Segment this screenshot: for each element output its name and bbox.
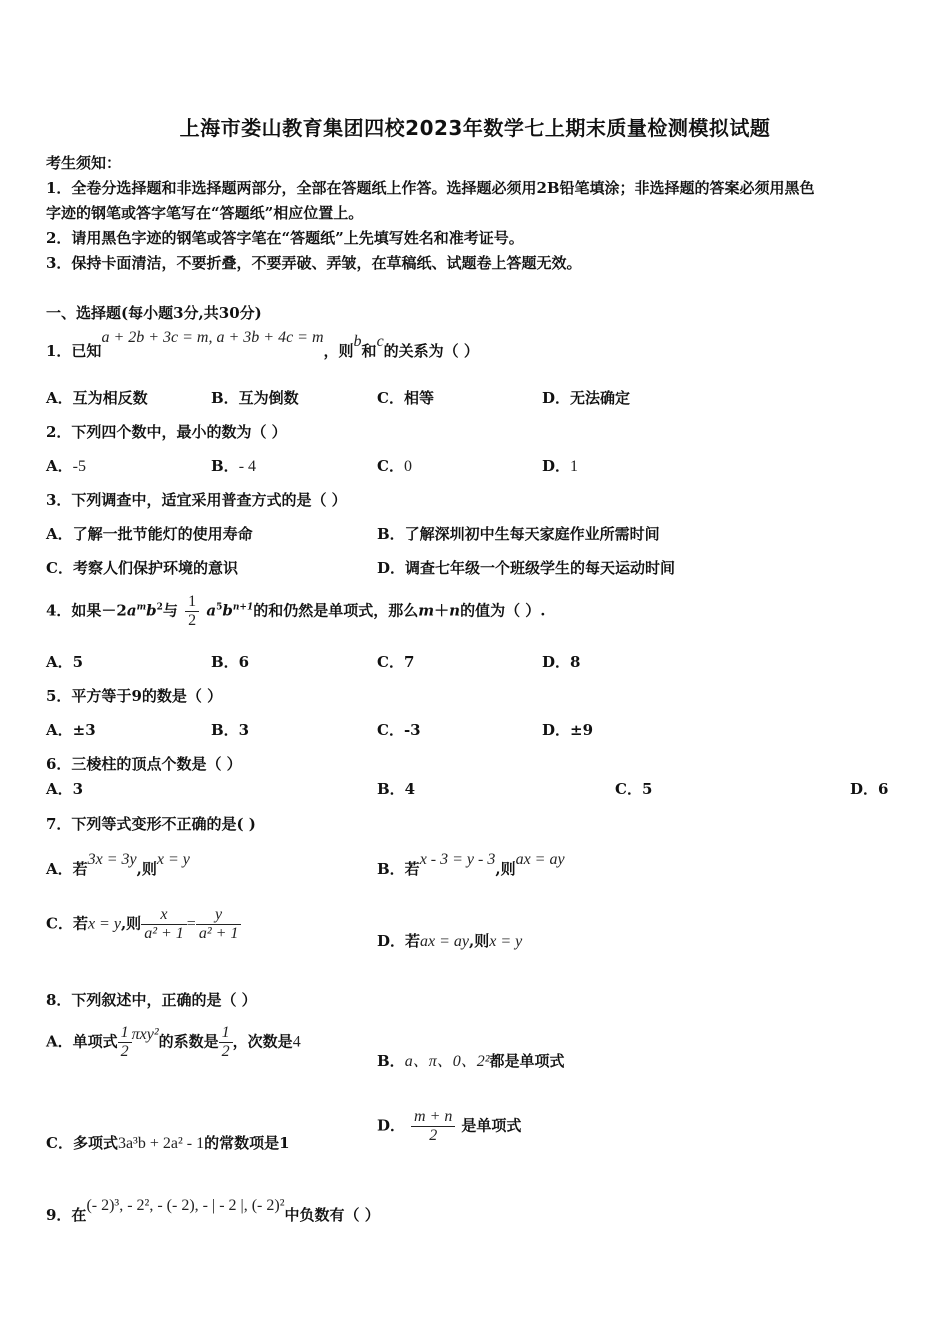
q7-option-a[interactable] [46,851,190,879]
q4-option-d[interactable]: D．8 [542,653,581,671]
q7d-formula: x = y [489,933,523,950]
q2-option-c[interactable] [377,455,412,476]
q4-exp: n+1 [232,602,254,613]
option-value: -5 [72,458,86,475]
q4-fraction: $\frac{1}{2}$ [185,593,199,630]
q7-option-c[interactable] [46,906,241,943]
q9-formula: (- 2)³, - 2², - (- 2), - | - 2 |, (- 2)² [86,1197,285,1214]
q6-option-a[interactable]: A．3 [46,780,84,798]
q4-exp: m [136,602,147,613]
option-label: D．若 [377,932,421,950]
q2-option-b[interactable] [211,455,256,476]
q7a-formula: x = y [156,851,190,868]
option-label: C．多项式 [46,1134,118,1152]
q1-formula: a + 2b + 3c = m, a + 3b + 4c = m [101,329,324,346]
q4-exp: 5 [216,602,223,613]
option-text: 是单项式 [461,1116,522,1135]
q4-var: b [146,601,157,620]
q8-option-a[interactable] [46,1024,301,1061]
option-value: 1 [570,458,579,475]
q3-option-d[interactable]: D．调查七年级一个班级学生的每天运动时间 [377,559,676,577]
option-label: B． [377,1052,405,1070]
question-9-stem [46,1197,380,1225]
question-1-stem [46,329,479,361]
q8-option-d[interactable] [377,1108,521,1145]
q2-option-a[interactable] [46,455,86,476]
q8-option-b[interactable] [377,1048,565,1071]
option-label: C． [377,457,404,475]
question-8-stem: 8．下列叙述中，正确的是（ ） [46,991,257,1009]
question-7-stem: 7．下列等式变形不正确的是( ) [46,815,256,833]
q5-option-a[interactable]: A．±3 [46,721,96,739]
q6-option-c[interactable]: C．5 [615,780,653,798]
q6-option-d[interactable]: D．6 [850,780,889,798]
q7b-formula: ax = ay [515,851,565,868]
q8a-degree: 4 [292,1033,301,1051]
q8a-fraction: $\frac{1}{2}$ [118,1024,132,1061]
q7d-formula: ax = ay [420,933,470,950]
q7a-formula: 3x = 3y [87,851,137,868]
q4-option-a[interactable]: A．5 [46,653,84,671]
q1-option-c[interactable]: C．相等 [377,389,434,407]
q1-var-c: c [376,333,384,350]
q5-option-c[interactable]: C．-3 [377,721,421,739]
option-label: D． [542,457,571,475]
option-text: ,则 [469,932,490,950]
option-text: 都是单项式 [489,1052,565,1070]
q4-var: m [418,601,435,620]
option-value: - 4 [238,458,257,475]
notice-line: 1．全卷分选择题和非选择题两部分，全部在答题纸上作答。选择题必须用2B铅笔填涂；非选择题的答案必须用黑色 [46,179,815,197]
q4-text: 与 [162,601,178,620]
option-label: C．若 [46,914,88,933]
option-label: A．单项式 [46,1032,118,1051]
option-label: A． [46,457,73,475]
option-label: B．若 [377,860,420,878]
q7c-fraction: $\frac{x}{\text{a² + 1}}$ [141,906,187,943]
q1-text: 和 [361,342,377,360]
option-text: ,则 [136,860,157,878]
section-heading: 一、选择题(每小题3分,共30分) [46,304,262,322]
q1-text: ，则 [323,342,354,360]
q5-option-b[interactable]: B．3 [211,721,250,739]
q1-prefix: 1．已知 [46,342,102,360]
q7b-formula: x - 3 = y - 3 [419,851,496,868]
q7-option-d[interactable] [377,930,522,951]
q4-text: 的值为（ ）. [460,601,546,620]
notice-line: 3．保持卡面清洁，不要折叠，不要弄破、弄皱，在草稿纸、试题卷上答题无效。 [46,254,582,272]
q4-option-b[interactable]: B．6 [211,653,250,671]
q8d-fraction: $\frac{m + n}{2}$ [411,1108,455,1145]
q3-option-c[interactable]: C．考察人们保护环境的意识 [46,559,238,577]
question-4-stem [46,593,546,630]
q8-option-c[interactable] [46,1132,290,1153]
q3-option-a[interactable]: A．了解一批节能灯的使用寿命 [46,525,253,543]
q7-option-b[interactable] [377,851,565,879]
q9-text: 9．在 [46,1206,87,1224]
q6-option-b[interactable]: B．4 [377,780,416,798]
q4-text: 4．如果－2 [46,601,127,620]
q4-exp: 2 [156,602,163,613]
option-text: ,则 [495,860,516,878]
q3-option-b[interactable]: B．了解深圳初中生每天家庭作业所需时间 [377,525,660,543]
q1-option-d[interactable]: D．无法确定 [542,389,631,407]
notice-line: 字迹的钢笔或答字笔写在“答题纸”相应位置上。 [46,204,364,222]
q1-var-b: b [353,333,362,350]
notice-line: 2．请用黑色字迹的钢笔或答字笔在“答题纸”上先填写姓名和准考证号。 [46,229,524,247]
equals-sign: = [186,915,196,933]
q2-option-d[interactable] [542,455,578,476]
q7c-formula: x = y [87,915,121,933]
q1-option-a[interactable]: A．互为相反数 [46,389,148,407]
q1-option-b[interactable]: B．互为倒数 [211,389,299,407]
q4-var: a [206,601,217,620]
question-6-stem: 6．三棱柱的顶点个数是（ ） [46,755,242,773]
q4-var: a [126,601,137,620]
q8a-formula: πxy² [131,1025,159,1043]
q5-option-d[interactable]: D．±9 [542,721,594,739]
option-value: 0 [403,458,412,475]
option-text: 的常数项是1 [204,1134,290,1152]
notice-heading: 考生须知： [46,154,122,172]
option-text: ,则 [120,914,142,933]
option-label: B． [211,457,239,475]
option-text: 的系数是 [158,1032,219,1051]
option-label: D． [377,1116,406,1135]
option-text: ，次数是 [232,1032,293,1051]
q4-text: 的和仍然是单项式，那么 [253,601,419,620]
option-label: A．若 [46,860,88,878]
q4-option-c[interactable]: C．7 [377,653,415,671]
q8a-coefficient: $\frac{1}{2}$ [219,1024,233,1061]
q4-var: b [222,601,233,620]
q4-var: n [449,601,461,620]
q8b-formula: a、π、0、2² [404,1053,490,1070]
q4-text: ＋ [434,601,450,620]
q9-text: 中负数有（ ） [284,1206,380,1224]
q1-text: 的关系为（ ） [383,342,479,360]
question-3-stem: 3．下列调查中，适宜采用普查方式的是（ ） [46,491,347,509]
question-2-stem: 2．下列四个数中，最小的数为（ ） [46,423,287,441]
q7c-fraction: $\frac{y}{\text{a² + 1}}$ [196,906,242,943]
question-5-stem: 5．平方等于9的数是（ ） [46,687,223,705]
page-title: 上海市娄山教育集团四校2023年数学七上期末质量检测模拟试题 [179,116,771,140]
q8c-formula: 3a³b + 2a² - 1 [117,1135,205,1152]
